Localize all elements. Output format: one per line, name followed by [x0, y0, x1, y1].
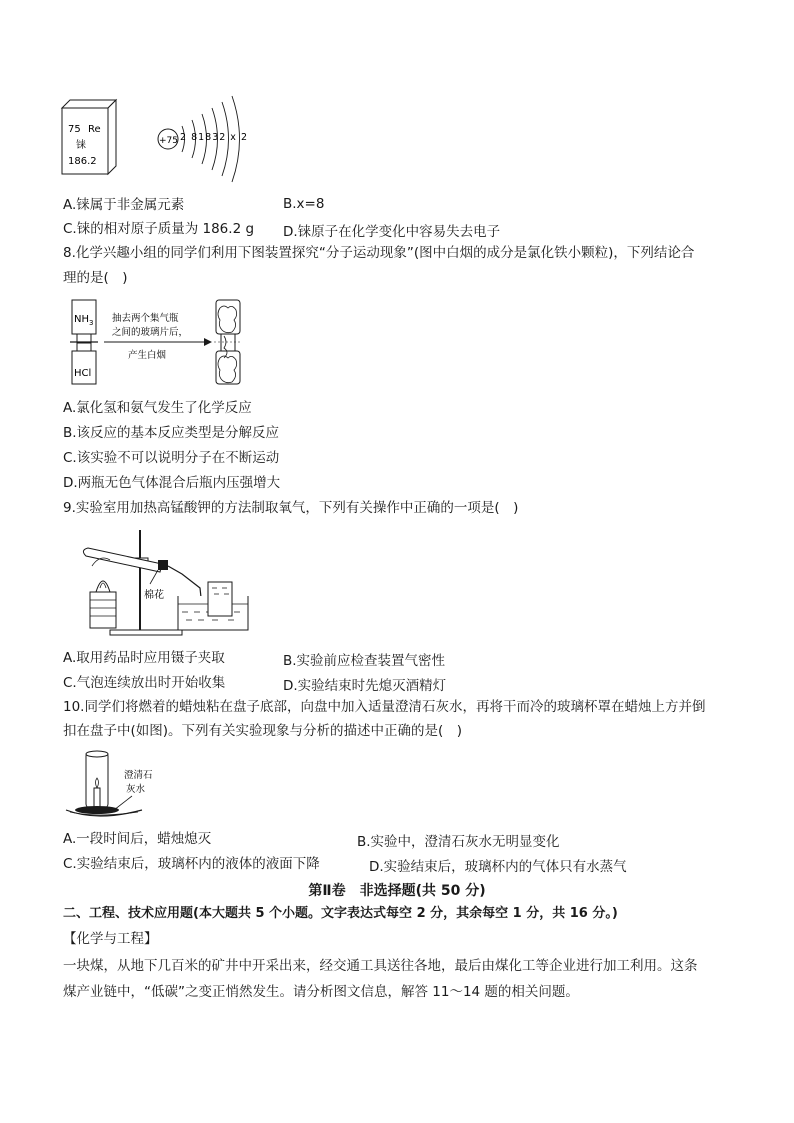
element-mass: 186.2	[68, 156, 97, 167]
q7-option-b: B.x=8	[283, 196, 325, 212]
q10-option-c: C.实验结束后，玻璃杯内的液体的液面下降	[63, 856, 320, 872]
section-heading: 二、工程、技术应用题(本大题共 5 个小题。文字表达式每空 2 分，其余每空 1 分，共 16 分。)	[63, 906, 618, 921]
q7-option-a: A.铼属于非金属元素	[63, 197, 185, 213]
arrow-label-3: 产生白烟	[128, 350, 167, 361]
top-gas-label: $NH_3$	[74, 314, 94, 327]
gas-diffusion-figure	[68, 296, 258, 386]
oxygen-preparation-figure	[70, 526, 270, 638]
q10-option-b: B.实验中，澄清石灰水无明显变化	[357, 834, 560, 850]
q8-option-b: B.该反应的基本反应类型是分解反应	[63, 425, 280, 441]
q9-option-a: A.取用药品时应用镊子夹取	[63, 650, 225, 666]
electron-shells: 2 81832 x 2	[180, 132, 248, 143]
q8-option-c: C.该实验不可以说明分子在不断运动	[63, 450, 280, 466]
q9-option-d: D.实验结束时先熄灭酒精灯	[283, 678, 447, 694]
bottom-gas-label: HCl	[74, 368, 92, 379]
arrow-label-2: 之间的玻璃片后，	[112, 327, 189, 338]
subsection-heading: 【化学与工程】	[63, 931, 158, 947]
q10-option-a: A.一段时间后，蜡烛熄灭	[63, 831, 212, 847]
limewater-label-2: 灰水	[126, 784, 146, 795]
nucleus-charge: +75	[159, 136, 178, 146]
coal-paragraph-line2: 煤产业链中，“低碳”之变正悄然发生。请分析图文信息，解答 11～14 题的相关问题。	[63, 984, 579, 1000]
q10-option-d: D.实验结束后，玻璃杯内的气体只有水蒸气	[369, 859, 627, 875]
q9-option-b: B.实验前应检查装置气密性	[283, 653, 446, 669]
q8-option-a: A.氯化氢和氨气发生了化学反应	[63, 400, 252, 416]
q9-stem: 9.实验室用加热高锰酸钾的方法制取氧气，下列有关操作中正确的一项是( )	[63, 500, 519, 516]
atom-structure-figure	[150, 92, 250, 188]
q10-stem-line1: 10.同学们将燃着的蜡烛粘在盘子底部，向盘中加入适量澄清石灰水，再将干而冷的玻璃杯罩在蜡烛上方并倒	[63, 699, 706, 715]
q7-option-c: C.铼的相对原子质量为 186.2 g	[63, 221, 255, 237]
element-number: 75	[68, 124, 81, 135]
q9-option-c: C.气泡连续放出时开始收集	[63, 675, 226, 691]
arrow-label-1: 抽去两个集气瓶	[112, 313, 179, 324]
q8-stem-line2: 理的是( )	[63, 270, 128, 286]
cotton-label: 棉花	[144, 590, 164, 601]
candle-experiment-figure	[62, 748, 172, 826]
q8-stem-line1: 8.化学兴趣小组的同学们利用下图装置探究“分子运动现象”(图中白烟的成分是氯化铁小颗粒)，下列结论合	[63, 245, 695, 261]
element-card-figure	[60, 98, 120, 178]
q8-option-d: D.两瓶无色气体混合后瓶内压强增大	[63, 475, 281, 491]
element-symbol: Re	[88, 124, 101, 135]
coal-paragraph-line1: 一块煤，从地下几百米的矿井中开采出来，经交通工具送往各地，最后由煤化工等企业进行加工利用。这条	[63, 958, 698, 974]
q10-stem-line2: 扣在盘子中(如图)。下列有关实验现象与分析的描述中正确的是( )	[63, 723, 463, 739]
q7-option-d: D.铼原子在化学变化中容易失去电子	[283, 224, 501, 240]
limewater-label-1: 澄清石	[124, 770, 153, 781]
part2-title: 第Ⅱ卷 非选择题(共 50 分)	[308, 883, 486, 899]
element-name: 铼	[76, 140, 86, 151]
